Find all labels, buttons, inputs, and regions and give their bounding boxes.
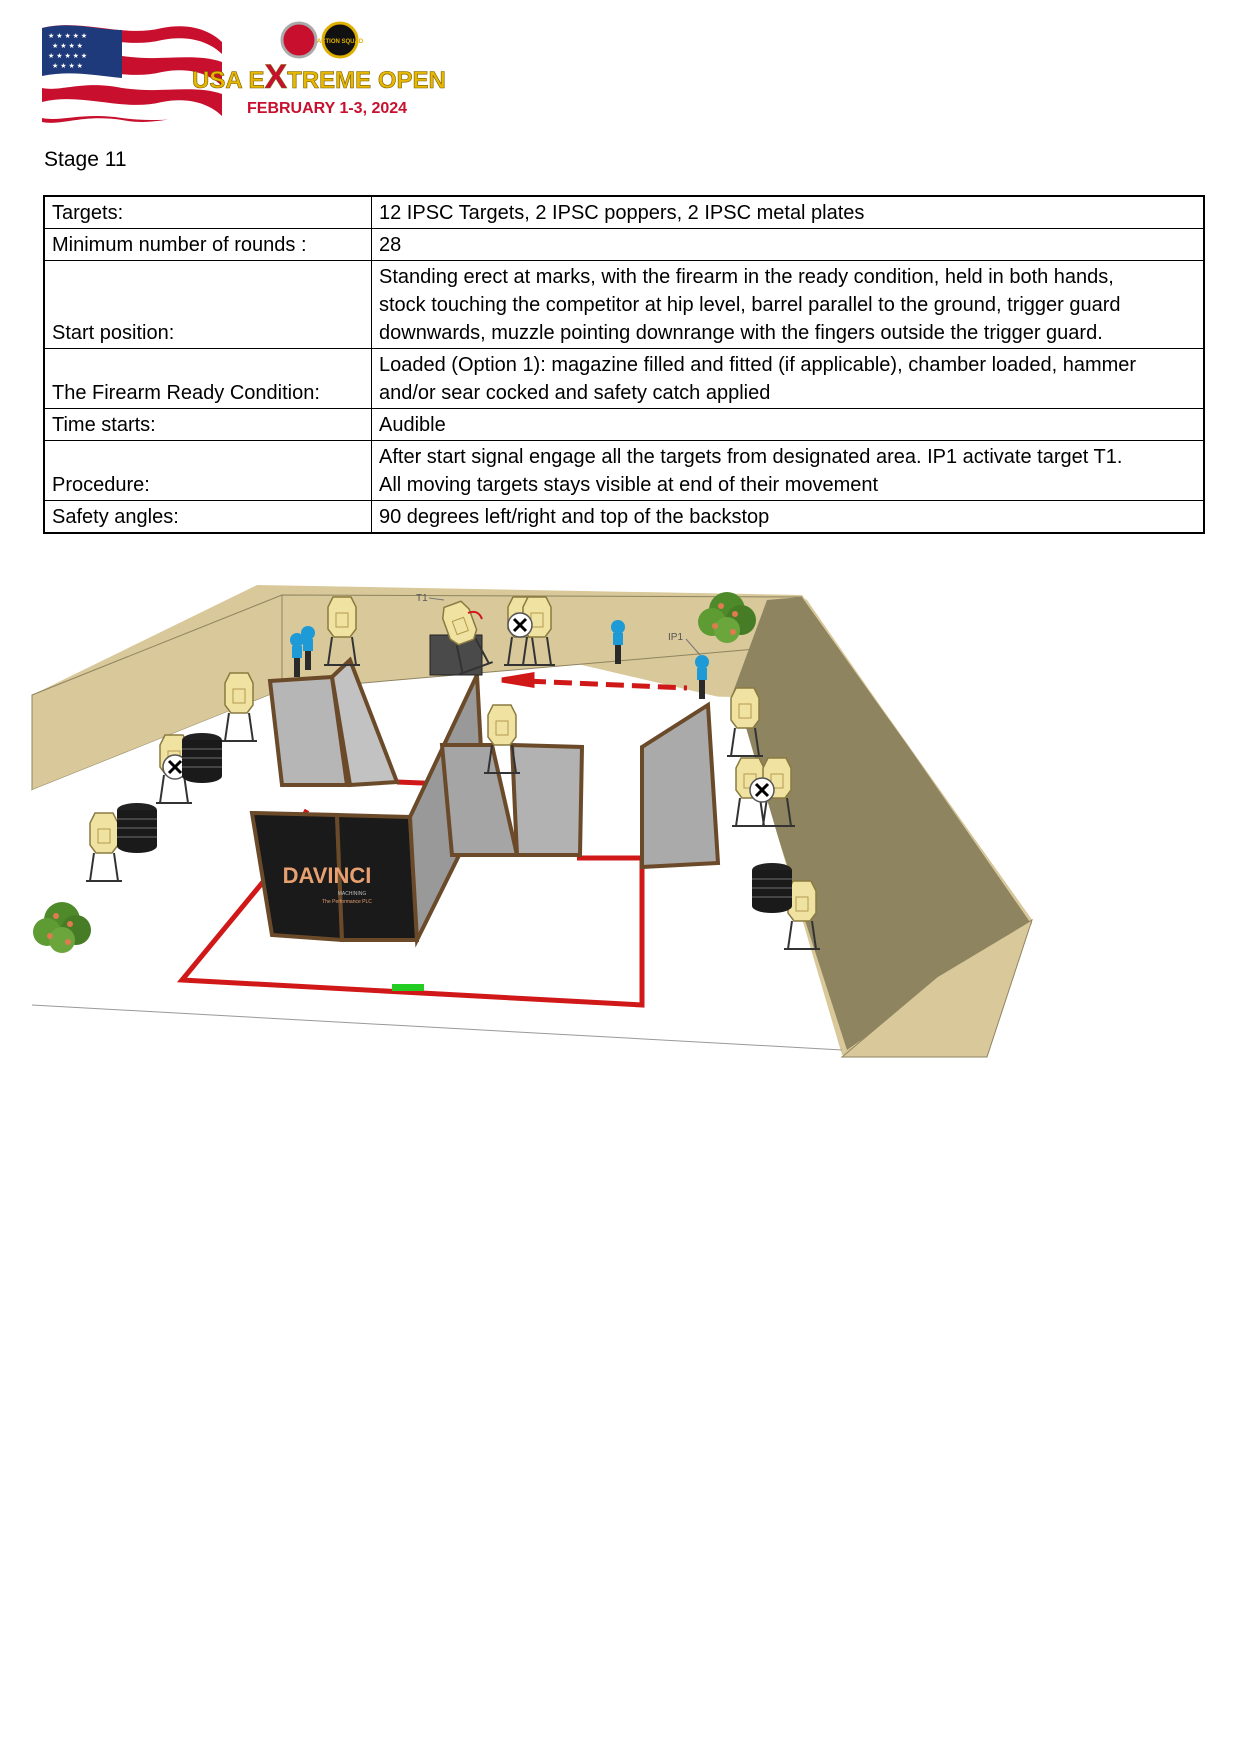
event-logo: [42, 18, 446, 133]
svg-text:★ ★ ★ ★: ★ ★ ★ ★: [52, 43, 83, 50]
svg-text:The Performance PLC: The Performance PLC: [322, 899, 372, 905]
row-value: 28: [372, 229, 1205, 261]
globe-badge-icon: [282, 23, 316, 57]
table-row-safety-angles: [44, 501, 1204, 534]
svg-text:★ ★ ★ ★ ★: ★ ★ ★ ★ ★: [48, 33, 88, 40]
row-value: Standing erect at marks, with the firearm in the ready condition, held in both hands, stock touching the competitor at hip level, barrel parallel to the ground, trigger guard downwards, muzzle pointing downrange with the fingers outside the trigger guard.: [372, 261, 1205, 349]
row-value: Loaded (Option 1): magazine filled and fitted (if applicable), chamber loaded, hammer and/or sear cocked and safety catch applied: [372, 349, 1205, 409]
svg-text:MACHINING: MACHINING: [337, 891, 367, 897]
row-label: Targets:: [44, 196, 372, 229]
event-name: USA EXTREME OPEN: [192, 58, 446, 96]
stage-title: Stage 11: [44, 148, 127, 171]
row-label: Procedure:: [44, 441, 372, 501]
row-value: 12 IPSC Targets, 2 IPSC poppers, 2 IPSC metal plates: [372, 196, 1205, 229]
event-dates: FEBRUARY 1-3, 2024: [247, 100, 408, 117]
svg-text:★ ★ ★ ★: ★ ★ ★ ★: [52, 63, 83, 70]
start-marker: [392, 984, 424, 991]
row-value: Audible: [372, 409, 1205, 441]
table-row-start-position: [44, 261, 1204, 349]
stage-info-table: [43, 195, 1205, 534]
stage-diagram: [32, 585, 1162, 1185]
svg-text:DAVINCI: DAVINCI: [282, 863, 372, 888]
row-label: The Firearm Ready Condition:: [44, 349, 372, 409]
row-label: Minimum number of rounds :: [44, 229, 372, 261]
table-row-time-starts: [44, 409, 1204, 441]
row-label: Safety angles:: [44, 501, 372, 534]
table-row-ready-condition: [44, 349, 1204, 409]
table-row-targets: [44, 196, 1204, 229]
table-row-min-rounds: [44, 229, 1204, 261]
action-squad-badge: ACTION SQUAD: [316, 39, 364, 45]
row-value: 90 degrees left/right and top of the backstop: [372, 501, 1205, 534]
svg-text:★ ★ ★ ★ ★: ★ ★ ★ ★ ★: [48, 53, 88, 60]
activator-ip1-label: IP1: [668, 632, 684, 643]
row-label: Start position:: [44, 261, 372, 349]
svg-text:T1: T1: [416, 593, 428, 604]
table-row-procedure: [44, 441, 1204, 501]
row-label: Time starts:: [44, 409, 372, 441]
row-value: After start signal engage all the targets from designated area. IP1 activate target T1. All moving targets stays visible at end of their movement: [372, 441, 1205, 501]
